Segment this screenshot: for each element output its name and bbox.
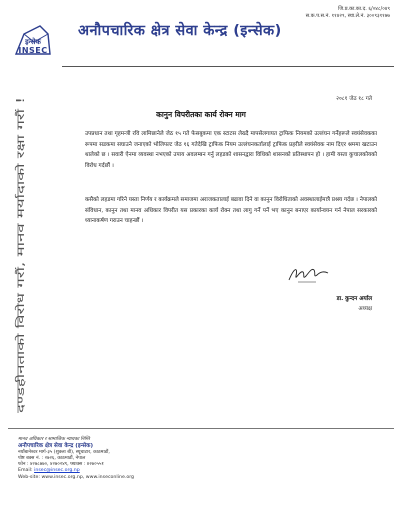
body-paragraph: उपप्रधान तथा गृहमन्त्री रवि लामिछानेले जेठ १५ गते फेसबुकमा एक स्टाटस लेख्दै मापसेलगायत ट्राफिक नियमको उल्लंघन गर्नेहरूले स्वयंसेवकका रूपमा सडकमा सघाउने जनाएको भोलिपल्ट जेठ १६ गतेदेखि ट्राफिक नियम उल्लंघनकर्तालाई ट्राफिक प्रहरीले स्वयंसेवक नाम दिएर श्रममा खटाउन थालेको छ । सवारी ऐनमा व्यवस्था नभएको उपाय अवलम्बन गर्नु लहडको शासनद्वारा विधिको शासनको प्रतिस्थापन हो । हामी यस्ता कुचालकोयको विरोध गर्दछौं ।	[85, 131, 377, 169]
footer-web-row	[18, 475, 258, 481]
footer-caption: मानव अधिकार र सामाजिक न्यायका निम्ति	[18, 437, 90, 442]
footer-address-line: पोष्ट बक्स नं. : २७२६, काठमाडौं, नेपाल	[18, 455, 86, 461]
letter-date: २०८१ जेठ १८ गते	[336, 96, 372, 102]
website-label: Web-site:	[18, 474, 40, 480]
letter-footer	[18, 437, 258, 481]
signatory-name: डा. कुन्दन अर्याल	[336, 296, 372, 302]
registration-line: जि.प्र.का.का.द. ६/०४८/०४९	[338, 6, 390, 12]
registration-line: स.क.प.स.नं. ११४२९, स्था.ले.नं. ३००९३११७७	[305, 13, 390, 19]
footer-address-line: नयाँबानेश्वर मार्ग-३५ (शुक्ला बी), स्यूचाटार, काठमाडौं,	[18, 449, 110, 455]
side-slogan-text: दण्डहीनताको विरोध गरौं, मानव मर्यादाको रक्षा गरौं !	[16, 220, 27, 413]
website-links[interactable]: www.insec.org.np, www.inseconline.org	[41, 474, 135, 480]
footer-divider	[8, 428, 394, 429]
side-slogan	[4, 95, 34, 415]
svg-text:INSEC: INSEC	[18, 46, 48, 55]
email-label: Email:	[18, 468, 33, 474]
footer-address-line: फोन : ४२७८७७०, ४२७०२४९, फ्याक्स : ४२७०५५१	[18, 462, 104, 468]
org-name-heading: अनौपचारिक क्षेत्र सेवा केन्द्र (इन्सेक)	[78, 23, 282, 39]
registration-info	[240, 6, 390, 20]
handwritten-signature	[286, 262, 332, 284]
email-link[interactable]: insec@insec.org.np	[34, 468, 80, 474]
svg-text:इन्सेक: इन्सेक	[25, 38, 41, 46]
body-paragraph: कसैको लहडमा गरिने यस्ता निर्णय र कार्यक्रमले समाजमा अराजकतालाई बढावा दिने वा कानुन विरोधिताको अवस्थालाईमात्रै प्रश्रय गर्दछ । नेपालको संविधान, कानुन तथा मानव अधिकार विपरीत यस प्रकारका कार्य रोक्न तथा लागु गर्ने पर्ने भए कानुन बनाएर कार्यान्वयन गर्न नेपाल सरकारको ध्यानाकर्षण गराउन चाहन्छौं ।	[85, 197, 377, 225]
header-divider	[62, 66, 394, 67]
footer-org-name: अनौपचारिक क्षेत्र सेवा केन्द्र (इन्सेक)	[18, 443, 93, 450]
letter-subject: कानुन विपरीतका कार्य रोक्न माग	[156, 110, 246, 119]
signatory-title: अध्यक्ष	[358, 306, 372, 312]
insec-logo	[10, 20, 56, 60]
